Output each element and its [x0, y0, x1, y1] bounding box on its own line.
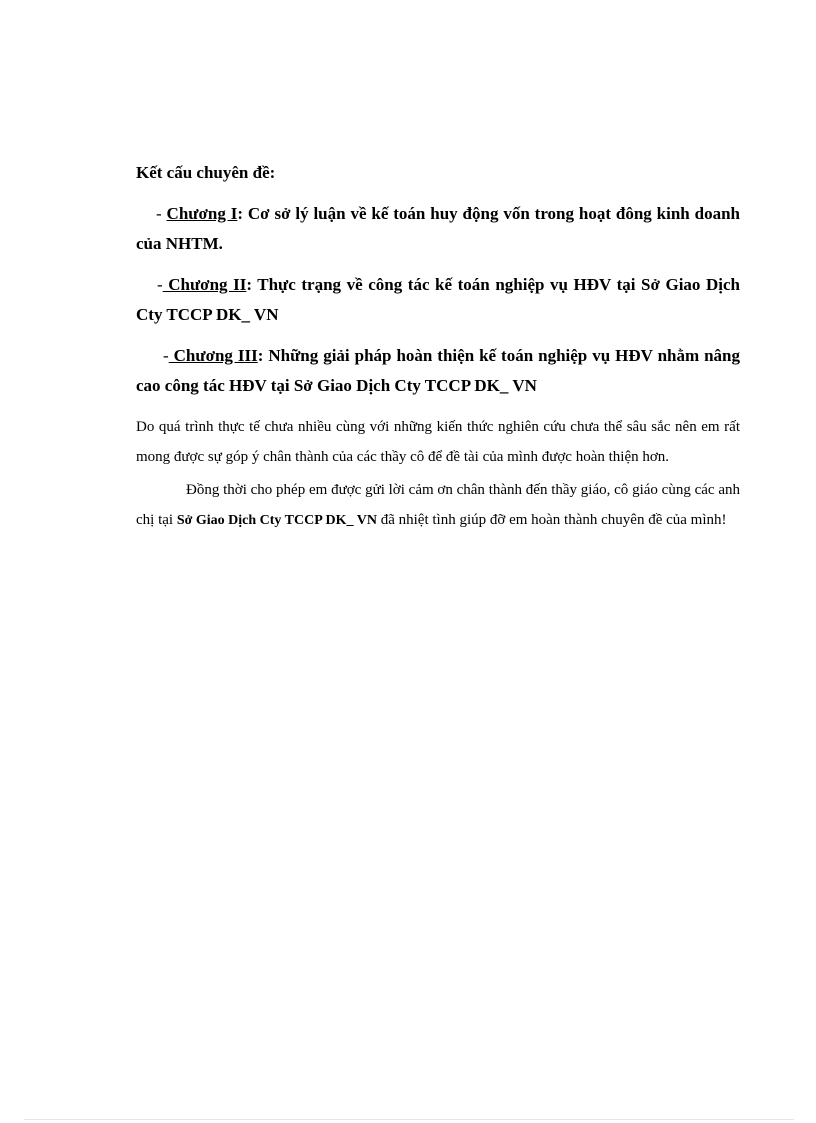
chapter-3-item — [136, 341, 740, 401]
chapter-2-item — [136, 270, 740, 330]
section-heading: Kết cấu chuyên đề: — [136, 163, 276, 182]
chapter-3-description: : Những giải pháp hoàn thiện kế toán nghiệp vụ HĐV nhằm nâng cao công tác HĐV tại Sở Giao Dịch Cty TCCP DK_ VN — [136, 346, 740, 395]
closing-paragraph: Do quá trình thực tế chưa nhiều cùng với những kiến thức nghiên cứu chưa thể sâu sắc nên em rất mong được sự góp ý chân thành của các thầy cô để đề tài của mình được hoàn thiện hơn. — [136, 419, 740, 465]
chapter-1-description: : Cơ sở lý luận về kế toán huy động vốn trong hoạt đông kinh doanh của NHTM. — [136, 204, 740, 253]
acknowledgement-text-end: đã nhiệt tình giúp đỡ em hoàn thành chuyên đề của mình! — [376, 512, 727, 528]
page-bottom-divider — [24, 1119, 794, 1120]
chapter-2-description: : Thực trạng về công tác kế toán nghiệp vụ HĐV tại Sở Giao Dịch Cty TCCP DK_ VN — [136, 275, 740, 324]
acknowledgement-organization: Sở Giao Dịch Cty TCCP DK_ VN — [176, 513, 377, 528]
document-body — [136, 158, 740, 539]
acknowledgement-text-start: Đồng thời cho phép em được gửi lời cảm ơn chân thành đến thầy giáo, cô giáo cùng các anh chị tại — [136, 482, 740, 528]
chapter-1-title: Chương I — [166, 204, 238, 223]
chapter-1-dash: - — [156, 204, 167, 223]
chapter-3-title: Chương III — [168, 346, 258, 365]
chapter-1-item — [136, 199, 740, 259]
acknowledgement-paragraph — [136, 475, 740, 536]
chapter-2-dash: - — [157, 275, 163, 294]
chapter-3-dash: - — [163, 346, 169, 365]
chapter-2-title: Chương II — [162, 275, 247, 294]
